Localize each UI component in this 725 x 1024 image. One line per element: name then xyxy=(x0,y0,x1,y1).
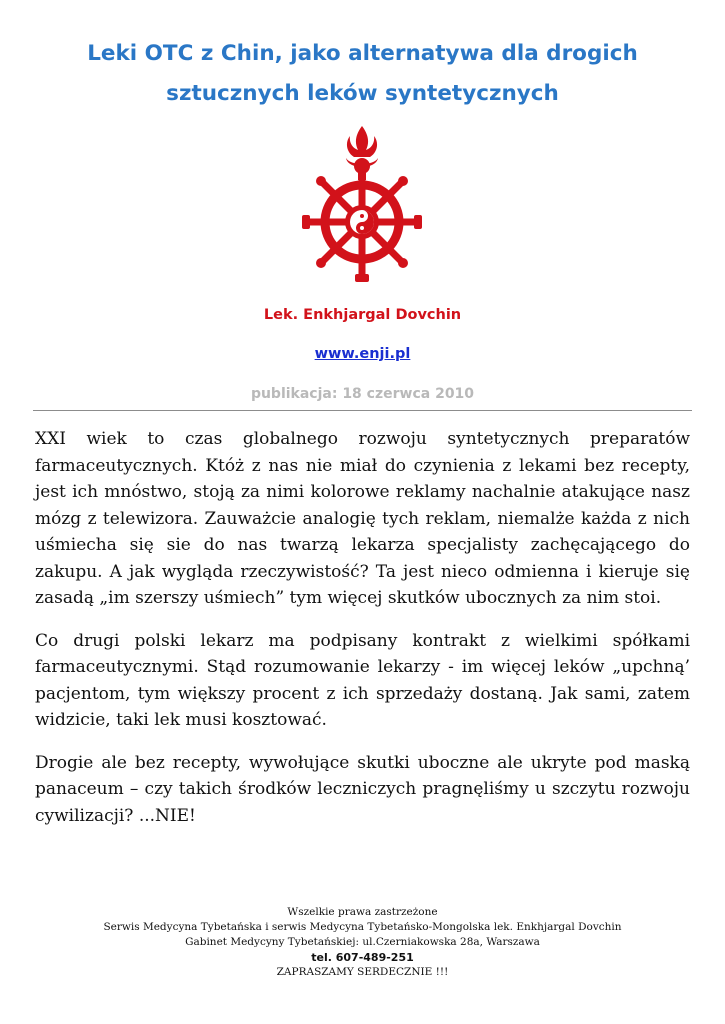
dharma-wheel-yin-yang-icon xyxy=(292,122,432,290)
paragraph: Co drugi polski lekarz ma podpisany kontrakt z wielkimi spółkami farmaceutycznymi. Stąd rozumowanie lekarzy - im więcej leków „upchną’ pacjentom, tym większy procent z ich sprzedaży dostaną. Jak sami, zatem widzicie, taki lek musi kosztować. xyxy=(35,630,690,730)
author-name: Lek. Enkhjargal Dovchin xyxy=(263,307,462,323)
title-line-2: sztucznych leków syntetycznych xyxy=(166,81,559,106)
footer-phone: tel. 607-489-251 xyxy=(311,951,414,964)
footer-invite: ZAPRASZAMY SERDECZNIE !!! xyxy=(276,966,449,978)
footer-address: Gabinet Medycyny Tybetańskiej: ul.Czerniakowska 28a, Warszawa xyxy=(185,936,540,948)
article-body xyxy=(35,426,690,845)
footer-services: Serwis Medycyna Tybetańska i serwis Medycyna Tybetańsko-Mongolska lek. Enkhjargal Dovchin xyxy=(103,921,622,933)
document-title xyxy=(40,34,685,114)
publication-date: publikacja: 18 czerwca 2010 xyxy=(250,386,475,402)
paragraph: XXI wiek to czas globalnego rozwoju syntetycznych preparatów farmaceutycznych. Któż z nas nie miał do czynienia z lekami bez recepty, jest ich mnóstwo, stoją za nimi kolorowe reklamy nachalnie atakujące nasz mózg z telewizora. Zauważcie analogię tych reklam, niemalże każda z nich uśmiecha się sie do nas twarzą lekarza specjalisty zachęcającego do zakupu. A jak wygląda rzeczywistość? Ta jest nieco odmienna i kieruje się zasadą „im szerszy uśmiech” tym więcej skutków ubocznych za nim stoi. xyxy=(35,429,690,608)
divider xyxy=(33,410,692,411)
website-link[interactable]: www.enji.pl xyxy=(314,346,411,362)
title-line-1: Leki OTC z Chin, jako alternatywa dla drogich xyxy=(87,41,638,66)
footer xyxy=(0,905,725,980)
paragraph: Drogie ale bez recepty, wywołujące skutki uboczne ale ukryte pod maską panaceum – czy takich środków leczniczych pragnęliśmy u szczytu rozwoju cywilizacji? ...NIE! xyxy=(35,752,690,826)
website-row xyxy=(0,346,725,362)
footer-rights: Wszelkie prawa zastrzeżone xyxy=(287,906,438,918)
